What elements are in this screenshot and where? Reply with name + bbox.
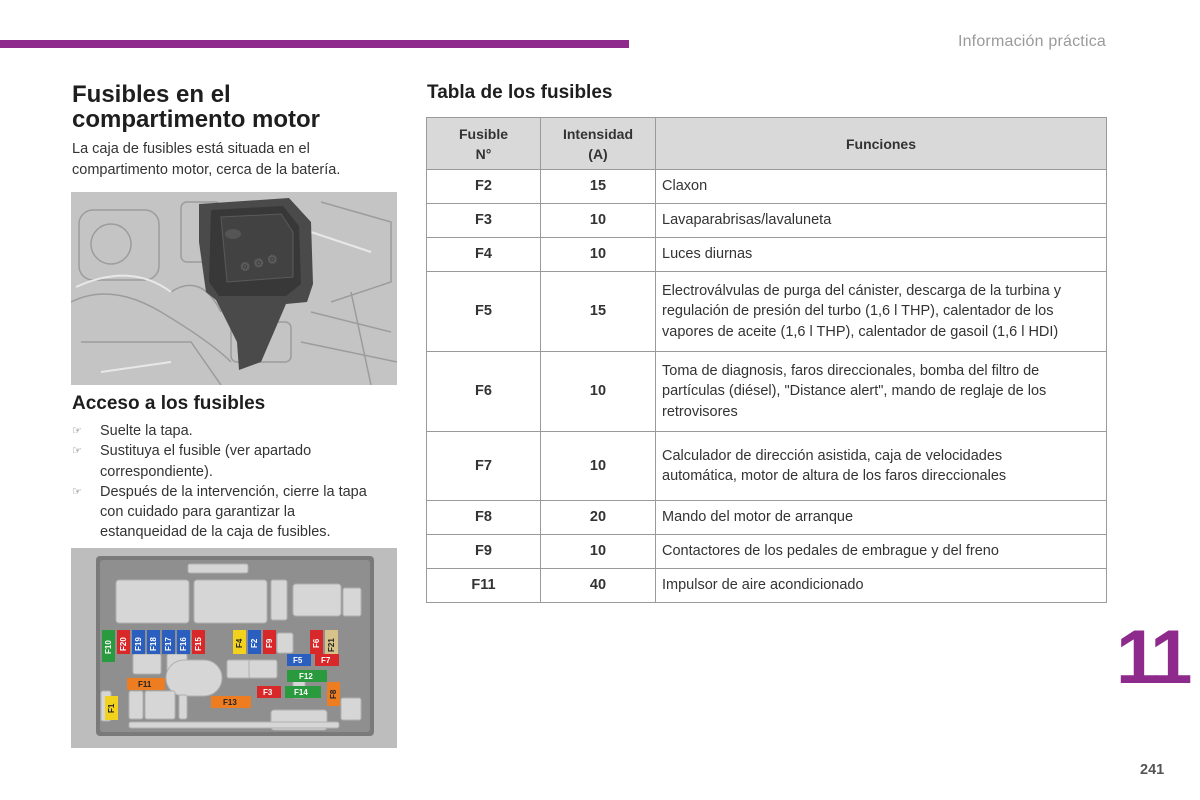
fuse-f8: F8 [329, 689, 338, 699]
cell-amps: 40 [541, 569, 656, 603]
cell-fuse: F8 [427, 501, 541, 535]
pointing-hand-icon: ☞ [72, 485, 82, 498]
cell-function [656, 204, 1107, 238]
fuse-f14: F14 [294, 688, 308, 697]
fuse-f13: F13 [223, 698, 237, 707]
cell-function [656, 535, 1107, 569]
cell-fuse: F11 [427, 569, 541, 603]
cell-fuse: F3 [427, 204, 541, 238]
section-name: Información práctica [957, 33, 1106, 50]
table-header-row [427, 118, 1107, 170]
cell-fuse: F4 [427, 238, 541, 272]
function-line: partículas (diésel), "Distance alert", mando de reglaje de los [662, 383, 1047, 400]
header-amp-line-2: (A) [588, 145, 608, 162]
table-row [427, 204, 1107, 238]
cell-amps: 10 [541, 535, 656, 569]
step-item [72, 482, 372, 543]
fuse-f10: F10 [104, 640, 113, 654]
function-line: vapores de aceite (1,6 l THP), calentador de gasoil (1,6 l HDI) [662, 323, 1059, 340]
table-row [427, 352, 1107, 432]
fuse-f17: F17 [164, 637, 173, 651]
fuse-f12: F12 [299, 672, 313, 681]
cell-function [656, 501, 1107, 535]
function-line: Lavaparabrisas/lavaluneta [662, 212, 832, 229]
function-line: Impulsor de aire acondicionado [662, 577, 864, 594]
function-line: Claxon [662, 178, 708, 195]
svg-text:⚙ ⚙ ⚙: ⚙ ⚙ ⚙ [238, 251, 280, 275]
header-fuse-line-2: N° [475, 145, 492, 162]
left-column [72, 82, 398, 181]
cell-amps: 15 [541, 170, 656, 204]
cell-fuse: F2 [427, 170, 541, 204]
table-row [427, 501, 1107, 535]
engine-bay-photo [71, 192, 397, 385]
fuse-box-diagram [71, 548, 397, 748]
cell-function [656, 238, 1107, 272]
cell-amps: 20 [541, 501, 656, 535]
engine-bay-illustration [71, 192, 397, 385]
fuse-f5: F5 [293, 656, 303, 665]
cell-amps: 10 [541, 238, 656, 272]
page-title-line-1: Fusibles en el [72, 81, 231, 108]
cell-fuse: F9 [427, 535, 541, 569]
cell-function [656, 170, 1107, 204]
cell-fuse: F7 [427, 432, 541, 501]
fuse-f16: F16 [179, 637, 188, 651]
cell-fuse: F6 [427, 352, 541, 432]
cell-amps: 10 [541, 204, 656, 238]
function-line: Contactores de los pedales de embrague y del freno [662, 543, 999, 560]
column-header-fuse [427, 118, 541, 170]
cell-function [656, 272, 1107, 352]
cell-function [656, 569, 1107, 603]
pointing-hand-icon: ☞ [72, 445, 82, 458]
fuse-f11: F11 [138, 680, 152, 689]
intro-text: La caja de fusibles está situada en el compartimento motor, cerca de la batería. [72, 141, 341, 178]
section-accent-bar [0, 40, 629, 48]
access-steps [72, 421, 372, 543]
cell-amps: 10 [541, 352, 656, 432]
fuse-f19: F19 [134, 637, 143, 651]
function-line: Electroválvulas de purga del cánister, descarga de la turbina y [662, 283, 1061, 300]
step-text: Después de la intervención, cierre la tapa con cuidado para garantizar la estanqueidad de la caja de fusibles. [100, 483, 367, 541]
function-line: Toma de diagnosis, faros direccionales, bomba del filtro de [662, 363, 1040, 380]
header-fuse-line-1: Fusible [458, 125, 508, 142]
fuse-box-layout [71, 548, 397, 748]
fuse-f9: F9 [265, 638, 274, 648]
fuse-f18: F18 [149, 637, 158, 651]
table-title: Tabla de los fusibles [427, 82, 613, 103]
table-row [427, 238, 1107, 272]
fuse-f4: F4 [235, 638, 244, 648]
page-number: 241 [1140, 762, 1165, 778]
function-line: regulación de presión del turbo (1,6 l THP), calentador de los [662, 303, 1054, 320]
fuse-f7: F7 [321, 656, 331, 665]
table-row [427, 535, 1107, 569]
table-row [427, 272, 1107, 352]
step-item [72, 441, 372, 482]
table-row [427, 569, 1107, 603]
fuse-f3: F3 [263, 688, 273, 697]
cell-fuse: F5 [427, 272, 541, 352]
function-line: Calculador de dirección asistida, caja de velocidades [662, 447, 1003, 464]
function-line: Luces diurnas [662, 246, 753, 263]
page-title-line-2: compartimento motor [72, 106, 321, 133]
step-item [72, 421, 372, 441]
header-amp-line-1: Intensidad [562, 125, 633, 142]
cell-amps: 10 [541, 432, 656, 501]
function-line: automática, motor de altura de los faros direccionales [662, 468, 1007, 484]
fuse-f21: F21 [327, 638, 336, 652]
step-text: Sustituya el fusible (ver apartado correspondiente). [100, 443, 312, 480]
fuse-f20: F20 [119, 637, 128, 651]
cell-amps: 15 [541, 272, 656, 352]
fuse-f15: F15 [194, 637, 203, 651]
column-header-amperage [541, 118, 656, 170]
function-line: retrovisores [662, 403, 738, 420]
fuse-f6: F6 [312, 638, 321, 648]
cell-function [656, 432, 1107, 501]
chapter-number: 11 [1116, 615, 1189, 700]
fuse-f2: F2 [250, 638, 259, 648]
access-title: Acceso a los fusibles [72, 393, 266, 414]
step-text: Suelte la tapa. [100, 423, 193, 439]
pointing-hand-icon: ☞ [72, 425, 82, 437]
fuse-f1: F1 [107, 703, 116, 713]
fuse-table [426, 117, 1107, 603]
page-title [72, 82, 398, 132]
table-row [427, 170, 1107, 204]
function-line: Mando del motor de arranque [662, 509, 854, 526]
cell-function [656, 352, 1107, 432]
column-header-functions: Funciones [656, 118, 1107, 170]
table-row [427, 432, 1107, 501]
